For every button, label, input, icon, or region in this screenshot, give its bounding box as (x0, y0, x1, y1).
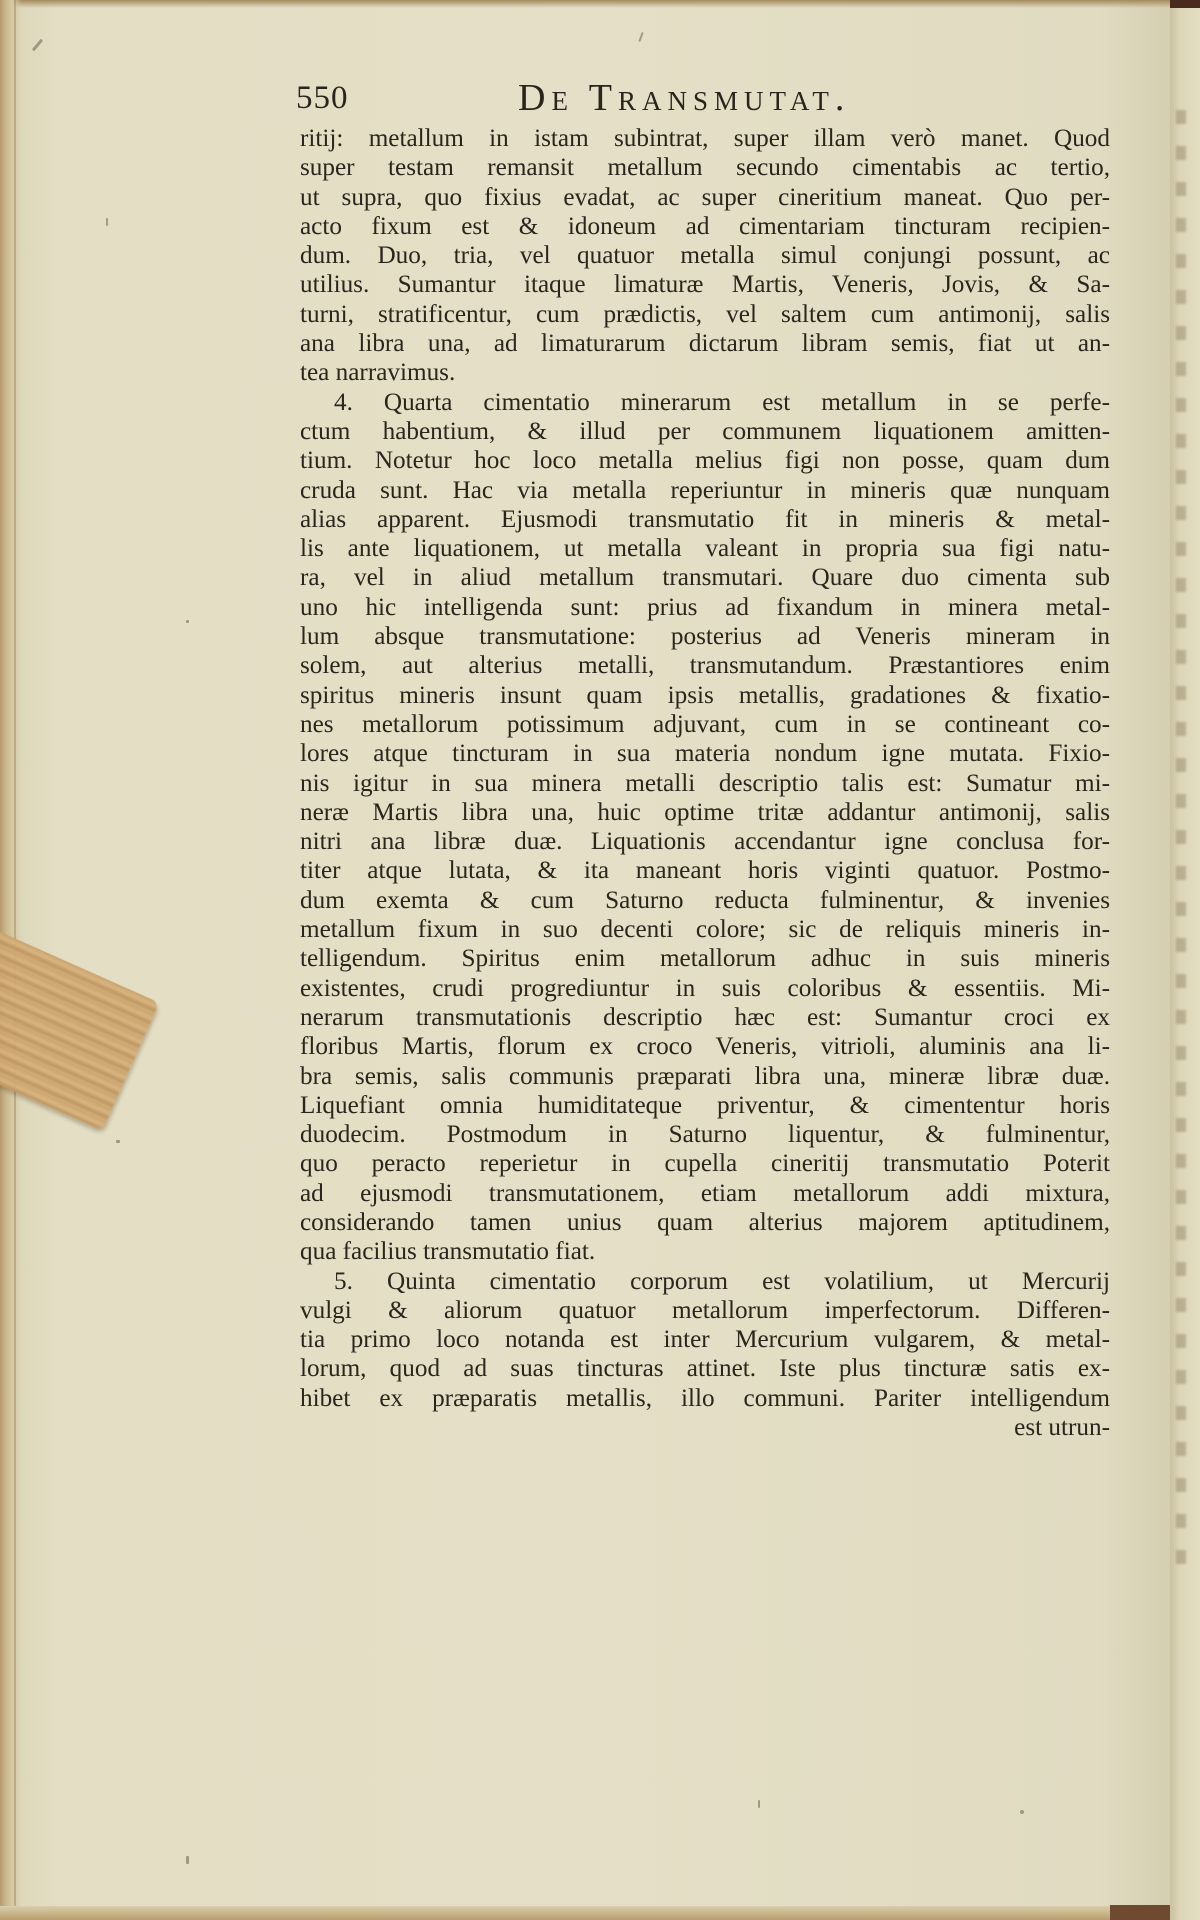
text-line: alias apparent. Ejusmodi transmutatio fit in mineris & metal- (300, 505, 1110, 533)
paper-speck (1020, 1810, 1024, 1814)
bleed-through-mark (1176, 650, 1186, 664)
text-line: nitri ana libræ duæ. Liquationis accendantur igne conclusa for- (300, 828, 1110, 856)
bleed-through-mark (1176, 146, 1186, 160)
text-line: solem, aut alterius metalli, transmutandum. Præstantiores enim (300, 652, 1110, 680)
bleed-through-mark (1176, 974, 1186, 988)
bleed-through-mark (1176, 1046, 1186, 1060)
text-line: utilius. Sumantur itaque limaturæ Martis, Veneris, Jovis, & Sa- (300, 271, 1110, 299)
text-line: vulgi & aliorum quatuor metallorum imperfectorum. Differen- (300, 1296, 1110, 1324)
bleed-through-mark (1176, 362, 1186, 376)
bleed-through-mark (1176, 506, 1186, 520)
text-line: metallum fixum in suo decenti colore; sic de reliquis mineris in- (300, 916, 1110, 944)
bleed-through-mark (1176, 866, 1186, 880)
running-title: De Transmutat. (518, 77, 851, 119)
body-text (300, 124, 1110, 1442)
text-line: ctum habentium, & illud per communem liquationem amitten- (300, 417, 1110, 445)
text-line: ritij: metallum in istam subintrat, super illam verò manet. Quod (300, 125, 1110, 152)
paper-speck (186, 620, 189, 623)
text-line: nes metallorum potissimum adjuvant, cum in se contineant co- (300, 710, 1110, 738)
text-line: neræ Martis libra una, huic optime tritæ addantur antimonij, salis (300, 798, 1110, 826)
text-line: tium. Notetur hoc loco metalla melius figi non posse, quam dum (300, 447, 1110, 475)
text-line: lis ante liquationem, ut metalla valeant in propria sua figi natu- (300, 535, 1110, 563)
text-line: lores atque tincturam in sua materia nondum igne mutata. Fixio- (300, 740, 1110, 768)
text-line: floribus Martis, florum ex croco Veneris, vitrioli, aluminis ana li- (300, 1033, 1110, 1061)
text-line: lorum, quod ad suas tincturas attinet. Iste plus tincturæ satis ex- (300, 1355, 1110, 1383)
bleed-through-mark (1176, 686, 1186, 700)
text-line: dum. Duo, tria, vel quatuor metalla simul conjungi possunt, ac (300, 242, 1110, 270)
text-line: nerarum transmutationis descriptio hæc est: Sumantur croci ex (300, 1003, 1110, 1031)
text-line: nis igitur in sua minera metalli descriptio talis est: Sumatur mi- (300, 769, 1110, 797)
bleed-through-mark (1176, 326, 1186, 340)
bleed-through-mark (1176, 1370, 1186, 1384)
bleed-through-mark (1176, 470, 1186, 484)
bleed-through-mark (1176, 218, 1186, 232)
bleed-through-mark (1176, 938, 1186, 952)
paper-speck (186, 1856, 189, 1864)
text-line: ad ejusmodi transmutationem, etiam metallorum addi mixtura, (300, 1179, 1110, 1207)
bleed-through-mark (1176, 722, 1186, 736)
bleed-through-mark (1176, 398, 1186, 412)
text-line: spiritus mineris insunt quam ipsis metallis, gradationes & fixatio- (300, 681, 1110, 709)
text-line: existentes, crudi progrediuntur in suis coloribus & essentiis. Mi- (300, 974, 1110, 1002)
text-line: qua facilius transmutatio fiat. (300, 1238, 596, 1266)
bleed-through-mark (1176, 1262, 1186, 1276)
bleed-through-mark (1176, 290, 1186, 304)
bleed-through-mark (1176, 758, 1186, 772)
text-line: bra semis, salis communis præparati libra una, mineræ libræ duæ. (300, 1062, 1110, 1090)
cover-corner (1170, 0, 1200, 8)
text-line: ra, vel in aliud metallum transmutari. Quare duo cimenta sub (300, 564, 1110, 592)
bleed-through-mark (1176, 1226, 1186, 1240)
paper-speck (32, 39, 43, 52)
page-top-edge (0, 0, 1170, 8)
text-line: 5. Quinta cimentatio corporum est volatilium, ut Mercurij (334, 1267, 1110, 1295)
paper-speck (758, 1800, 760, 1808)
text-line: telligendum. Spiritus enim metallorum adhuc in suis mineris (300, 945, 1110, 973)
text-line: Liquefiant omnia humiditateque priventur, & cimententur horis (300, 1091, 1110, 1119)
bleed-through-mark (1176, 1298, 1186, 1312)
bleed-through-mark (1176, 1406, 1186, 1420)
bleed-through-mark (1176, 902, 1186, 916)
page-bottom-edge (0, 1906, 1170, 1920)
bleed-through-mark (1176, 1154, 1186, 1168)
text-line: acto fixum est & idoneum ad cimentariam tincturam recipien- (300, 212, 1110, 240)
text-line: cruda sunt. Hac via metalla reperiuntur in mineris quæ nunquam (300, 476, 1110, 504)
bleed-through-mark (1176, 794, 1186, 808)
bleed-through-mark (1176, 1118, 1186, 1132)
bleed-through-mark (1176, 1334, 1186, 1348)
page-number: 550 (296, 80, 349, 116)
bleed-through-mark (1176, 614, 1186, 628)
paper-speck (106, 218, 108, 226)
text-line: ana libra una, ad limaturarum dictarum libram semis, fiat ut an- (300, 330, 1110, 358)
bleed-through-mark (1176, 1550, 1186, 1564)
paper-speck (638, 32, 643, 42)
text-line: lum absque transmutatione: posterius ad Veneris mineram in (300, 623, 1110, 651)
text-line: tia primo loco notanda est inter Mercurium vulgarem, & metal- (300, 1326, 1110, 1354)
paper-speck (116, 1140, 120, 1143)
bleed-through-mark (1176, 830, 1186, 844)
bleed-through-mark (1176, 1082, 1186, 1096)
bleed-through-mark (1176, 434, 1186, 448)
text-line: titer atque lutata, & ita maneant horis viginti quatuor. Postmo- (300, 857, 1110, 885)
text-line: turni, stratificentur, cum prædictis, vel saltem cum antimonij, salis (300, 300, 1110, 328)
bleed-through-mark (1176, 110, 1186, 124)
text-line: quo peracto reperietur in cupella cineritij transmutatio Poterit (300, 1150, 1110, 1178)
bleed-through-mark (1176, 1514, 1186, 1528)
text-line: super testam remansit metallum secundo cimentabis ac tertio, (300, 154, 1110, 182)
text-line: considerando tamen unius quam alterius majorem aptitudinem, (300, 1208, 1110, 1236)
page-header (296, 76, 1116, 126)
adjacent-page-edge (1170, 0, 1200, 1920)
text-line: dum exemta & cum Saturno reducta fulminentur, & invenies (300, 886, 1110, 914)
bleed-through-mark (1176, 182, 1186, 196)
bleed-through-mark (1176, 1010, 1186, 1024)
bleed-through-mark (1176, 1442, 1186, 1456)
text-line: duodecim. Postmodum in Saturno liquentur, & fulminentur, (300, 1121, 1110, 1149)
bleed-through-mark (1176, 578, 1186, 592)
text-line: hibet ex præparatis metallis, illo communi. Pariter intelligendum (300, 1384, 1110, 1412)
bleed-through-mark (1176, 542, 1186, 556)
bleed-through-mark (1176, 1190, 1186, 1204)
text-line: tea narravimus. (300, 359, 456, 387)
catchword: est utrun- (1014, 1414, 1110, 1442)
cover-corner (1110, 1905, 1170, 1920)
text-line: uno hic intelligenda sunt: prius ad fixandum in minera metal- (300, 593, 1110, 621)
text-line: 4. Quarta cimentatio minerarum est metallum in se perfe- (334, 388, 1110, 416)
text-line: ut supra, quo fixius evadat, ac super cineritium maneat. Quo per- (300, 183, 1110, 211)
bleed-through-mark (1176, 1478, 1186, 1492)
bleed-through-mark (1176, 254, 1186, 268)
